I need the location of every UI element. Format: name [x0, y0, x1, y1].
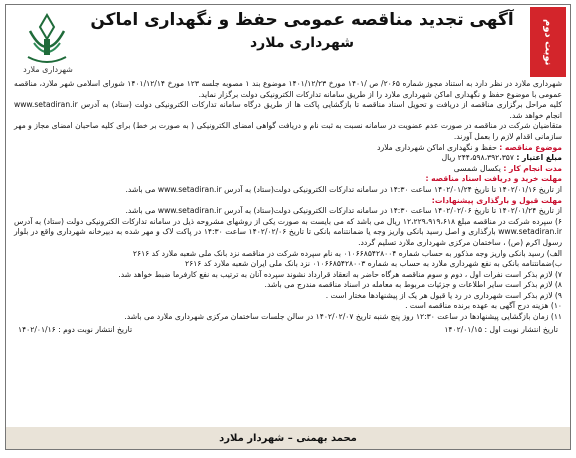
date-first: تاریخ انتشار نوبت اول : ۱۴۰۲/۰۱/۱۵	[444, 324, 558, 334]
item-8: ۸) لازم بذکر است سایر اطلاعات و جزئیات مربوط به معامله در اسناد مناقصه مندرج می باشد.	[264, 280, 562, 290]
paragraph-procedure: کلیه مراحل برگزاری مناقصه از دریافت و تحویل اسناد مناقصه تا بازگشایی پاکت ها از طریق درگاه سامانه تدارکات الکترونیکی دولت (ستاد) به آدرس www.setadiran.ir انجام خواهد شد.	[14, 100, 562, 120]
paragraph-intro: شهرداری ملارد در نظر دارد به استناد مجوز شماره ۲۰۶۵/ ص /۱۴۰۱ مورخ ۱۴۰۱/۱۲/۲۳ موضوع بند ۱ مصوبه جلسه ۱۲۳ مورخ ۱۴۰۱/۱۲/۱۴ شورای اسلامی شهر ملارد، مناقصه عمومی با موضوع حفظ و نگهداری اماکن شهرداری ملارد را از طریق سامانه تدارکات الکترونیکی دولت برگزار نماید.	[14, 79, 562, 99]
item-6b: ب)ضمانتنامه بانکی به نفع شهرداری ملارد به حساب به شماره ۰۱۰۶۶۸۵۴۲۸۰۰۳ نزد بانک ملی ایران شعبه ملارد کد ۲۶۱۶	[185, 259, 562, 269]
docs-heading: مهلت خرید و دریافت اسناد مناقصه :	[425, 174, 562, 184]
publish-dates	[6, 323, 570, 334]
notice-page	[5, 4, 571, 450]
item-11: ۱۱) زمان بازگشایی پیشنهادها در ساعت ۱۲:۳۰ روز پنج شنبه تاریخ ۱۴۰۲/۰۲/۰۷ در سالن جلسات ساختمان مرکزی شهرداری ملارد می باشد.	[124, 312, 562, 322]
item-9: ۹) لازم بذکر است شهرداری در رد یا قبول هر یک از پیشنهادها مختار است .	[325, 290, 562, 300]
subject-label: موضوع مناقصه :	[499, 142, 562, 152]
round-badge: نوبت دوم	[530, 7, 566, 77]
duration-label: مدت انجام کار :	[503, 163, 562, 173]
subject-value: حفظ و نگهداری اماکن شهرداری ملارد	[377, 142, 497, 152]
subject-line	[14, 143, 562, 154]
duration-line	[14, 164, 562, 175]
footer-signature: محمد بهمنی – شهردار ملارد	[6, 427, 570, 449]
item-7: ۷) لازم بذکر است نفرات اول ، دوم و سوم مناقصه هرگاه حاضر به انعقاد قرارداد نشوند سپرده آنان به ترتیب به نفع کارفرما ضبط خواهد شد.	[118, 269, 562, 279]
submit-heading: مهلت قبول و بارگذاری پیشنهادات:	[431, 195, 562, 205]
notice-header	[6, 5, 570, 79]
item-10: ۱۰) هزینه درج آگهی به عهده برنده مناقصه است .	[405, 301, 562, 311]
submit-paragraph: از تاریخ ۱۴۰۲/۰۱/۲۴ تا تاریخ ۱۴۰۲/۰۲/۰۶ ساعت ۱۴:۳۰ در سامانه تدارکات الکترونیکی دولت(ستاد) به آدرس www.setadiran.ir می باشد.	[125, 206, 562, 216]
date-second: تاریخ انتشار نوبت دوم : ۱۴۰۲/۰۱/۱۶	[18, 324, 133, 334]
duration-value: یکسال شمسی	[453, 163, 501, 173]
docs-paragraph: از تاریخ ۱۴۰۲/۰۱/۱۶ تا تاریخ ۱۴۰۲/۰۱/۲۴ ساعت ۱۴:۳۰ در سامانه تدارکات الکترونیکی دولت(ستاد) به آدرس www.setadiran.ir می باشد.	[125, 184, 562, 194]
logo-caption: شهرداری ملارد	[23, 65, 73, 74]
item-6: ۶) سپرده شرکت در مناقصه مبلغ ۱۲،۲۲۹،۹۱۹،۶۱۸ ریال می باشد که می بایست به صورت یکی از روشهای مشروحه ذیل در سامانه تدارکات الکترونیکی دولت (ستاد) به آدرس www.setadiran.ir بارگذاری و اصل رسید بانکی واریز وجه یا ضمانتنامه بانکی تا تاریخ ۱۴۰۲/۰۲/۰۶ ساعت ۱۴:۳۰ در پاکت لاک و مهر شده به دبیرخانه شهرداری واقع در بلوار رسول اکرم (ص) ، ساختمان مرکزی شهرداری ملارد تسلیم گردد.	[14, 216, 562, 247]
credit-label: مبلغ اعتبار :	[516, 153, 562, 163]
item-6a: الف) رسید بانکی واریز وجه مذکور به حساب شماره ۰۱۰۶۶۸۵۴۲۸۰۰۴ به نام سپرده شرکت در مناقصه نزد بانک ملی شعبه ملارد کد ۲۶۱۶	[132, 248, 562, 258]
credit-value: ۲۴۴،۵۹۸،۳۹۲،۳۵۷ ریال	[441, 153, 514, 163]
paragraph-eligibility: متقاضیان شرکت در مناقصه در صورت عدم عضویت در سامانه نسبت به ثبت نام و دریافت گواهی امضای الکترونیکی ( به صورت بر خط) برای کلیه صاحبان امضای مجاز و مهر سازمانی اقدام لازم را بعمل آورند.	[14, 121, 562, 141]
notice-title: آگهی تجدید مناقصه عمومی حفظ و نگهداری اماکن	[90, 10, 514, 30]
notice-subtitle: شهرداری ملارد	[249, 35, 354, 51]
municipality-logo-icon	[20, 9, 74, 73]
notice-body	[6, 79, 570, 323]
credit-line	[14, 153, 562, 164]
